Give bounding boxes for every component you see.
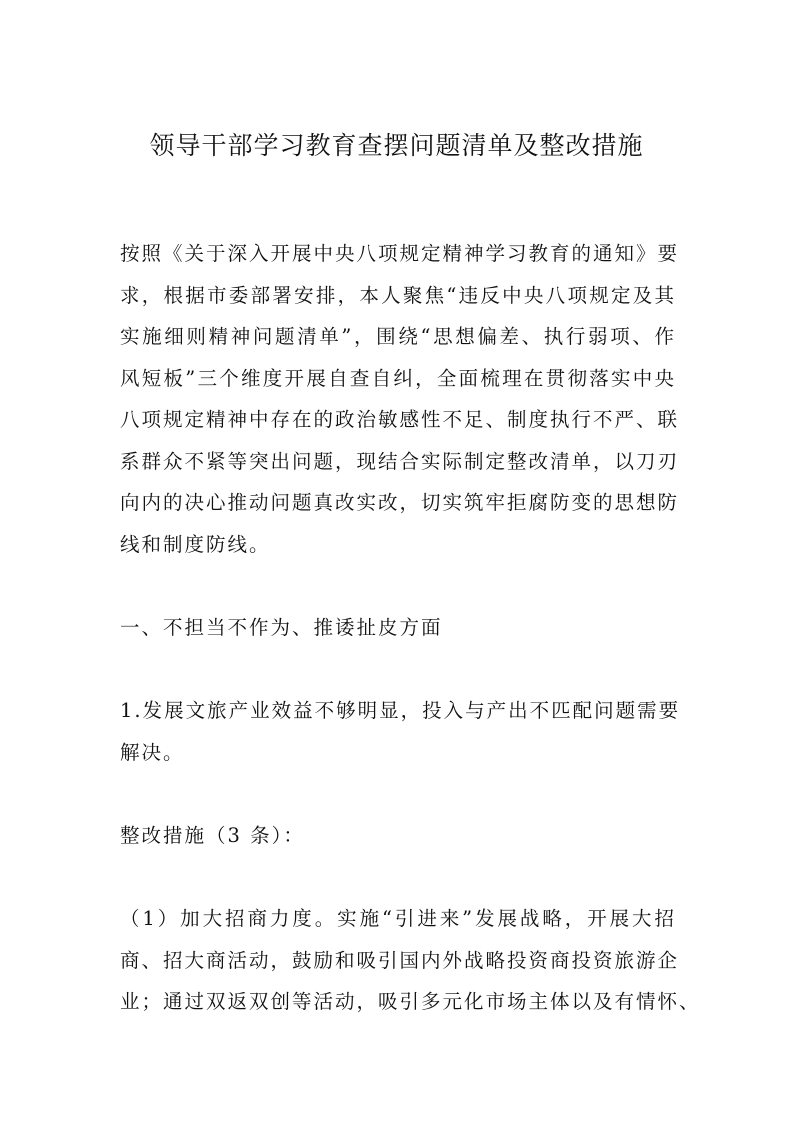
- problem-item-line: 解决。: [120, 740, 185, 764]
- measures-heading-text: 整改措施（3 条）：: [120, 824, 305, 847]
- measure-item-line: （1）加大招商力度。实施“引进来”发展战略，开展大招: [120, 907, 676, 930]
- section-heading-text: 一、不担当不作为、推诿扯皮方面: [120, 616, 443, 639]
- measure-item-line: 商、招大商活动，鼓励和吸引国内外战略投资商投资旅游企: [120, 948, 680, 972]
- measures-heading: [120, 815, 676, 857]
- section-heading: [120, 607, 676, 649]
- document-title: 领导干部学习教育查摆问题清单及整改措施: [149, 131, 644, 160]
- intro-paragraph: [120, 233, 680, 565]
- intro-line: 风短板”三个维度开展自查自纠，全面梳理在贯彻落实中央: [120, 366, 676, 390]
- measure-item-1: [120, 898, 701, 1023]
- intro-line: 线和制度防线。: [120, 532, 271, 556]
- measure-item-line: 业；通过双返双创等活动，吸引多元化市场主体以及有情怀、: [120, 990, 701, 1013]
- intro-line: 实施细则精神问题清单”，围绕“思想偏差、执行弱项、作: [120, 325, 676, 348]
- intro-line: 按照《关于深入开展中央八项规定精神学习教育的通知》要: [120, 242, 680, 265]
- problem-item-line: 1.发展文旅产业效益不够明显，投入与产出不匹配问题需要: [120, 699, 681, 722]
- problem-item-1: [120, 690, 681, 773]
- intro-line: 八项规定精神中存在的政治敏感性不足、制度执行不严、联: [120, 408, 680, 431]
- intro-line: 求，根据市委部署安排，本人聚焦“违反中央八项规定及其: [120, 283, 676, 307]
- intro-line: 系群众不紧等突出问题，现结合实际制定整改清单，以刀刃: [120, 449, 680, 473]
- intro-line: 向内的决心推动问题真改实改，切实筑牢拒腐防变的思想防: [120, 491, 680, 514]
